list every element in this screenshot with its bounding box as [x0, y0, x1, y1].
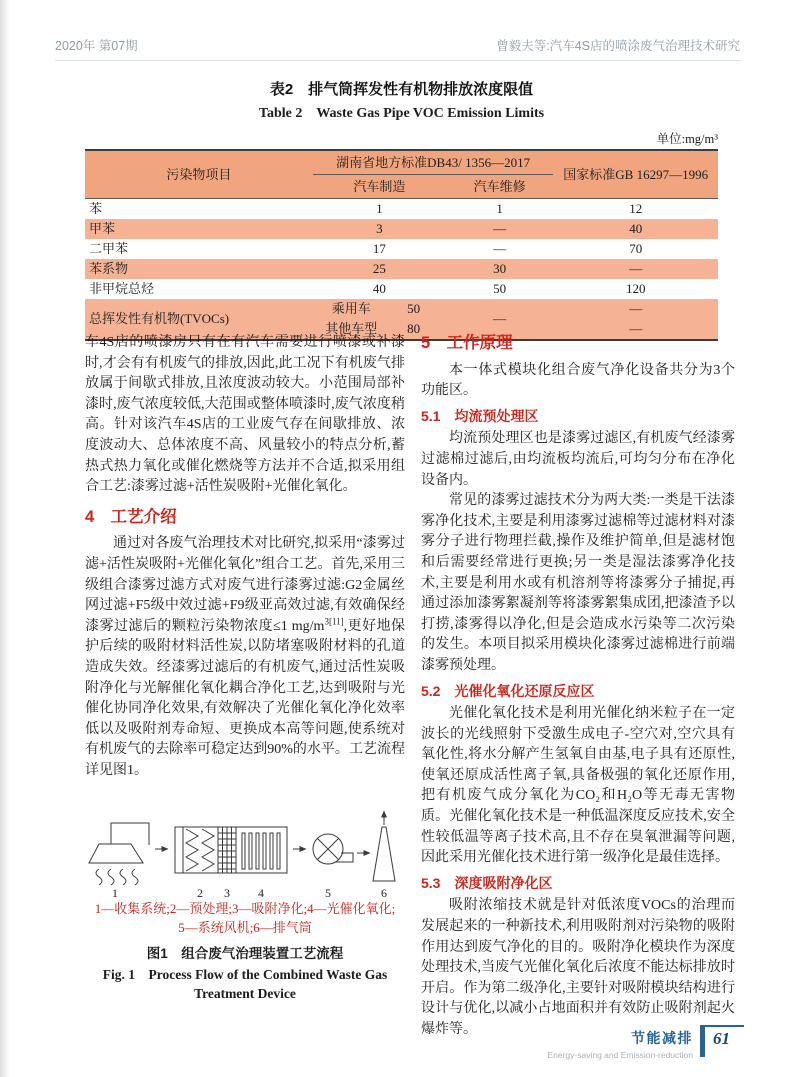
- section-heading-5: 5 工作原理: [421, 334, 513, 352]
- pollutant-name: 非甲烷总烃: [89, 281, 155, 296]
- process-flow-diagram: [85, 787, 405, 899]
- fume-line: [96, 869, 102, 885]
- value-national: 40: [629, 221, 643, 236]
- tvoc-sub-label: 其他车型: [325, 321, 378, 336]
- col-auto-repair: 汽车维修: [473, 179, 526, 194]
- paragraph: 常见的漆雾过滤技术分为两大类:一类是干法漆雾净化技术,主要是利用漆雾过滤棉等过滤材料对漆雾分子进行物理拦截,操作及维护简单,但是滤材饱和后需要经常进行更换;另一类是湿法漆雾净化技术,主要是利用水或有机溶剂等将漆雾分子捕捉,再通过添加漆雾絮凝剂等将漆雾絮集成团,把漆渣予以打捞,漆雾得以净化,但是会造成水污染等二次污染的发生。本项目拟采用模块化漆雾过滤棉进行前端漆雾预处理。: [421, 493, 735, 673]
- table-row: [85, 279, 718, 299]
- col-national-standard: 国家标准GB 16297—1996: [563, 167, 709, 182]
- value-repair: —: [493, 241, 507, 256]
- fume-line: [120, 869, 126, 885]
- diagram-label-6: 6: [381, 886, 387, 900]
- tvoc-sub-label: 乘用车: [331, 301, 371, 316]
- exhaust-stack: [373, 827, 395, 881]
- paragraph: 车4S店的喷漆房只有在有汽车需要进行喷漆或补漆时,才会有有机废气的排放,因此,此工况下有机废气排放属于间歇式排放,且浓度波动较大。小范围局部补漆时,废气浓度较低,大范围或整体喷漆时,废气浓度稍高。针对该汽车4S店的工业废气存在间歇排放、浓度波动大、总体浓度不高、风量较小的特点分析,蓄热式热力氧化或催化燃烧等方法并不合适,拟采用组合工艺:漆雾过滤+活性炭吸附+光催化氧化。: [85, 335, 405, 495]
- voc-limits-table: [85, 149, 718, 341]
- value-repair: —: [493, 311, 507, 326]
- diagram-label-2: 2: [197, 886, 203, 900]
- table-unit: 单位:mg/m³: [656, 132, 718, 146]
- diagram-label-3: 3: [224, 886, 230, 900]
- pollutant-name: 总挥发性有机物(TVOCs): [89, 311, 230, 326]
- value-mfg: 3: [376, 221, 383, 236]
- table-title-cn: 表2 排气筒挥发性有机物排放浓度限值: [269, 81, 534, 98]
- fume-line: [132, 869, 138, 885]
- figure-legend-line2: 5—系统风机;6—排气筒: [178, 920, 312, 936]
- value-national: 12: [629, 201, 643, 216]
- value-mfg: 1: [376, 201, 383, 216]
- paragraph: 光催化氧化技术是利用光催化纳米粒子在一定波长的光线照射下受激生成电子-空穴对,空穴具有氧化性,将水分解产生氢氧自由基,电子具有还原性,使氧还原成活性离子氧,具备极强的氧化还原作用,把有机废气成分氧化为CO₂和H₂O等无毒无害物质。光催化氧化技术是一种低温深度反应技术,安全性较低温等离子技术高,且不存在臭氧泄漏等问题,因此采用光催化技术进行第一级净化是最佳选择。: [421, 706, 735, 866]
- article-title-header: 曾毅夫等:汽车4S店的喷涂废气治理技术研究: [496, 39, 740, 53]
- section-heading-5-2: 5.2 光催化氧化还原反应区: [421, 682, 595, 699]
- figure-legend-line1: 1—收集系统;2—预处理;3—吸附净化;4—光催化氧化;: [94, 901, 396, 917]
- duct-line: [111, 823, 149, 845]
- paragraph-text: ,更好地保护后续的吸附材料活性炭,以防堵塞吸附材料的孔道造成失效。经漆雾过滤后的有机废气,通过活性炭吸附净化与光解催化氧化耦合净化工艺,达到吸附与光催化协同净化效果,有效解决了光催化氧化净化效率低以及吸附剂寿命短、更换成本高等问题,使系统对有机废气的去除率可稳定达到90%的水平。工艺流程详见图1。: [85, 618, 406, 778]
- value-mfg: 17: [372, 241, 386, 256]
- value-national: 120: [625, 281, 646, 296]
- pollutant-name: 苯系物: [89, 261, 129, 276]
- value-repair: 30: [493, 261, 507, 276]
- table-row: [85, 259, 718, 279]
- page-number-badge: [700, 1025, 744, 1057]
- article-body: [85, 333, 735, 1041]
- paragraph-text: 通过对各废气治理技术对比研究,拟采用“漆雾过滤+活性炭吸附+光催化氧化”组合工艺。首先,采用三级组合漆雾过滤方式对废气进行漆雾过滤:G2金属丝网过滤+F5级中效过滤+F9级亚高效过滤,有效确保经漆雾过滤后的颗粒污染物浓度≤1 mg/m: [85, 536, 405, 634]
- figure-caption-en-line1: Fig. 1 Process Flow of the Combined Waste Gas: [102, 967, 388, 983]
- figure-caption-en-line2: Treatment Device: [194, 986, 296, 1002]
- journal-brand-cn: 节能减排: [631, 1030, 693, 1046]
- value-national: 70: [629, 241, 643, 256]
- paragraph: 均流预处理区也是漆雾过滤区,有机废气经漆雾过滤棉过滤后,由均流板均流后,可均匀分布在净化设备内。: [421, 431, 735, 488]
- value-mfg: 40: [372, 281, 386, 296]
- page-number: 61: [713, 1029, 730, 1048]
- pretreatment-zigzag: [186, 829, 198, 871]
- diagram-label-4: 4: [258, 886, 264, 900]
- figure-1: [85, 787, 405, 1003]
- section-heading-5-1: 5.1 均流预处理区: [421, 407, 539, 424]
- figure-caption-cn: 图1 组合废气治理装置工艺流程: [146, 946, 344, 962]
- col-pollutant: 污染物项目: [166, 167, 232, 182]
- running-header: [55, 36, 740, 61]
- page-footer: [537, 1025, 744, 1060]
- table-header: [85, 150, 718, 199]
- col-hunan-standard: 湖南省地方标准DB43/ 1356—2017: [313, 150, 554, 175]
- journal-brand-en: Energy-saving and Emission-reduction: [547, 1050, 693, 1060]
- table-row: [85, 219, 718, 239]
- right-column: [421, 333, 735, 1041]
- left-column: [85, 333, 405, 1041]
- pollutant-name: 二甲苯: [89, 241, 129, 256]
- section-heading-4: 4 工艺介绍: [85, 507, 177, 526]
- pollutant-name: 苯: [89, 201, 103, 216]
- paragraph: 本一体式模块化组合废气净化设备共分为3个功能区。: [421, 362, 735, 399]
- hood-shape: [89, 844, 143, 863]
- value-repair: 50: [493, 281, 507, 296]
- value-national: —: [629, 261, 643, 276]
- issue-info: 2020年 第07期: [55, 39, 138, 53]
- value-national: —: [629, 321, 643, 336]
- table-title-en: Table 2 Waste Gas Pipe VOC Emission Limits: [258, 106, 545, 121]
- uv-lamp-slats: [242, 833, 280, 869]
- value-mfg: 25: [372, 261, 386, 276]
- diagram-label-5: 5: [325, 886, 331, 900]
- paragraph: [85, 534, 405, 781]
- tvoc-sub-value: 80: [407, 321, 421, 336]
- diagram-label-1: 1: [112, 886, 118, 900]
- table2-block: [85, 78, 718, 341]
- value-repair: —: [493, 221, 507, 236]
- fume-line: [108, 869, 114, 885]
- section-heading-5-3: 5.3 深度吸附净化区: [421, 874, 553, 891]
- pollutant-name: 甲苯: [89, 221, 116, 236]
- tvoc-subrow: [317, 299, 442, 319]
- paragraph: 吸附浓缩技术就是针对低浓度VOCs的治理而发展起来的一种新技术,利用吸附剂对污染物的吸附作用达到废气净化的目的。吸附净化模块作为深度处理技术,当废气光催化氧化后浓度不能达标排放时开启。作为第二级净化,主要针对吸附模块结构进行设计与优化,以减小占地面积并有效防止吸附剂起火爆炸等。: [421, 898, 735, 1037]
- adsorption-mesh: [218, 827, 236, 873]
- value-repair: 1: [496, 201, 503, 216]
- pretreatment-zigzag: [202, 829, 214, 871]
- value-national: —: [629, 301, 643, 316]
- table-row: [85, 239, 718, 259]
- col-auto-manufacturing: 汽车制造: [353, 179, 406, 194]
- table-row: [85, 199, 718, 220]
- citation-superscript: 3[11]: [324, 616, 344, 627]
- journal-brand: [547, 1025, 693, 1060]
- tvoc-sub-value: 50: [407, 301, 421, 316]
